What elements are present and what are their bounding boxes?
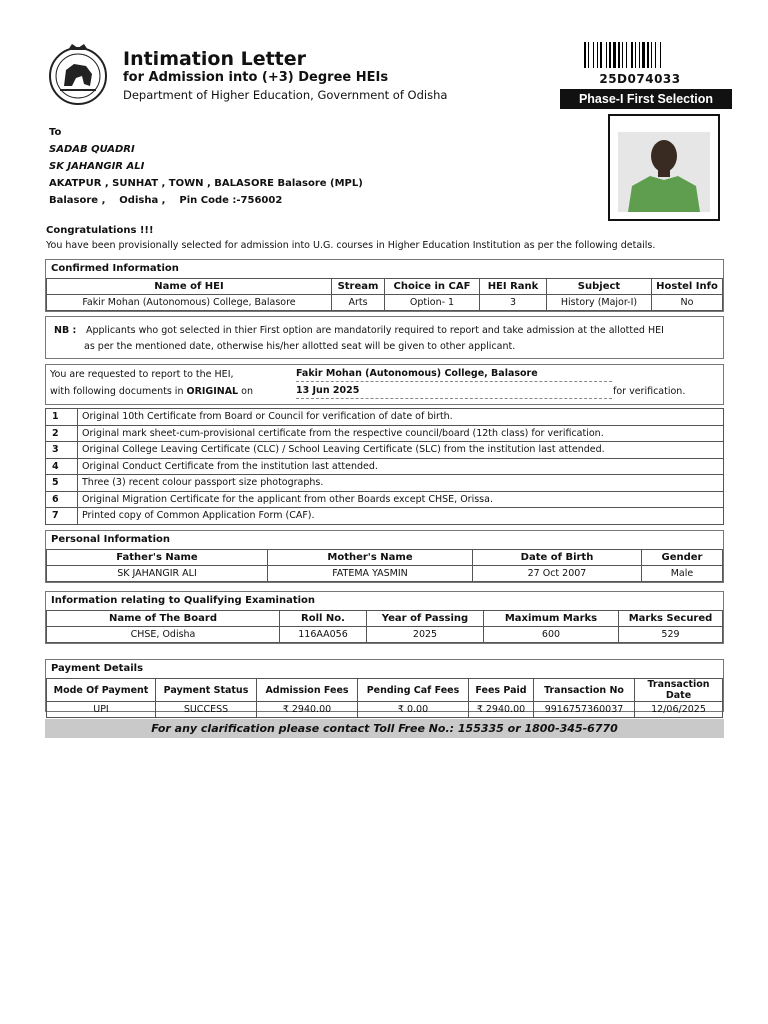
section-title: Confirmed Information bbox=[51, 263, 179, 274]
barcode-bar bbox=[660, 42, 661, 68]
report-line2-pre: with following documents in bbox=[50, 386, 184, 397]
barcode-bar bbox=[651, 42, 652, 68]
barcode-bar bbox=[600, 42, 602, 68]
barcode bbox=[584, 42, 696, 68]
table-header: Name of The Board bbox=[47, 611, 280, 627]
table-header: Roll No. bbox=[280, 611, 367, 627]
doc-text: Original 10th Certificate from Board or Council for verification of date of birth. bbox=[78, 409, 724, 426]
table-header: Stream bbox=[332, 279, 385, 295]
table-cell: 27 Oct 2007 bbox=[473, 566, 642, 582]
table-row bbox=[46, 442, 724, 459]
nb-line1: Applicants who got selected in thier First option are mandatorily required to report and take admission at the allotted HEI bbox=[86, 325, 664, 336]
table-cell: FATEMA YASMIN bbox=[268, 566, 473, 582]
table-header: Mode Of Payment bbox=[47, 679, 156, 702]
documents-table bbox=[45, 408, 724, 525]
table-row bbox=[47, 295, 723, 311]
table-row bbox=[46, 508, 724, 525]
barcode-bar bbox=[642, 42, 645, 68]
report-line2 bbox=[50, 386, 253, 397]
table-header: Transaction Date bbox=[635, 679, 723, 702]
table-cell: History (Major-I) bbox=[547, 295, 652, 311]
table-cell: SUCCESS bbox=[156, 702, 257, 718]
doc-number: 7 bbox=[46, 508, 78, 525]
doc-text: Original Migration Certificate for the applicant from other Boards except CHSE, Orissa. bbox=[78, 491, 724, 508]
barcode-bar bbox=[613, 42, 616, 68]
section-title: Information relating to Qualifying Examination bbox=[51, 595, 316, 606]
phase-badge: Phase-I First Selection bbox=[560, 89, 732, 109]
doc-number: 4 bbox=[46, 458, 78, 475]
payment-table bbox=[46, 678, 723, 718]
table-header: Hostel Info bbox=[652, 279, 723, 295]
doc-text: Printed copy of Common Application Form (CAF). bbox=[78, 508, 724, 525]
report-suffix: for verification. bbox=[613, 386, 686, 397]
nb-notice bbox=[45, 316, 724, 359]
doc-text: Original College Leaving Certificate (CLC) / School Leaving Certificate (SLC) from the institution last attended. bbox=[78, 442, 724, 459]
doc-number: 3 bbox=[46, 442, 78, 459]
applicant-photo bbox=[608, 114, 720, 221]
table-header: Transaction No bbox=[534, 679, 635, 702]
table-header: Subject bbox=[547, 279, 652, 295]
personal-information-section bbox=[45, 530, 724, 583]
doc-text: Three (3) recent colour passport size photographs. bbox=[78, 475, 724, 492]
report-instruction bbox=[45, 364, 724, 405]
payment-details-section bbox=[45, 659, 724, 715]
barcode-bar bbox=[609, 42, 611, 68]
doc-text: Original Conduct Certificate from the institution last attended. bbox=[78, 458, 724, 475]
barcode-bar bbox=[626, 42, 627, 68]
barcode-bar bbox=[622, 42, 623, 68]
table-cell: SK JAHANGIR ALI bbox=[47, 566, 268, 582]
applicant-photo-image bbox=[610, 116, 718, 219]
address-to: To bbox=[49, 127, 62, 138]
address-line1: AKATPUR , SUNHAT , TOWN , BALASORE Balasore (MPL) bbox=[49, 178, 363, 189]
section-title: Personal Information bbox=[51, 534, 170, 545]
barcode-bar bbox=[606, 42, 607, 68]
application-number: 25D074033 bbox=[599, 72, 681, 86]
table-cell: 12/06/2025 bbox=[635, 702, 723, 718]
barcode-bar bbox=[597, 42, 598, 68]
table-cell: ₹ 2940.00 bbox=[469, 702, 534, 718]
department-name: Department of Higher Education, Government of Odisha bbox=[123, 88, 448, 102]
table-cell: Fakir Mohan (Autonomous) College, Balasore bbox=[47, 295, 332, 311]
table-cell: 9916757360037 bbox=[534, 702, 635, 718]
table-header: Gender bbox=[642, 550, 723, 566]
report-hei: Fakir Mohan (Autonomous) College, Balasore bbox=[296, 368, 612, 382]
table-row bbox=[47, 627, 723, 643]
table-cell: CHSE, Odisha bbox=[47, 627, 280, 643]
nb-line1-row bbox=[54, 323, 715, 339]
table-header: Name of HEI bbox=[47, 279, 332, 295]
report-date: 13 Jun 2025 bbox=[296, 385, 612, 399]
table-row bbox=[46, 491, 724, 508]
table-row bbox=[47, 566, 723, 582]
report-line2-post: on bbox=[241, 386, 253, 397]
applicant-name: SADAB QUADRI bbox=[49, 144, 135, 155]
table-header: Father's Name bbox=[47, 550, 268, 566]
table-row bbox=[46, 425, 724, 442]
table-cell: 2025 bbox=[367, 627, 484, 643]
qualifying-exam-section bbox=[45, 591, 724, 644]
personal-table bbox=[46, 549, 723, 582]
barcode-bar bbox=[635, 42, 636, 68]
barcode-bar bbox=[588, 42, 589, 68]
table-header: HEI Rank bbox=[480, 279, 547, 295]
barcode-bar bbox=[639, 42, 640, 68]
odisha-emblem-icon bbox=[46, 40, 110, 106]
barcode-bar bbox=[618, 42, 620, 68]
doc-number: 2 bbox=[46, 425, 78, 442]
doc-text: Original mark sheet-cum-provisional certificate from the respective council/board (12th class) for verification. bbox=[78, 425, 724, 442]
table-row bbox=[46, 458, 724, 475]
confirmed-information-section bbox=[45, 259, 724, 312]
table-cell: No bbox=[652, 295, 723, 311]
table-header: Marks Secured bbox=[619, 611, 723, 627]
table-header: Date of Birth bbox=[473, 550, 642, 566]
table-cell: UPI bbox=[47, 702, 156, 718]
table-cell: 600 bbox=[484, 627, 619, 643]
page-subtitle: for Admission into (+3) Degree HEIs bbox=[123, 70, 389, 85]
barcode-bar bbox=[584, 42, 586, 68]
report-original: ORIGINAL bbox=[186, 386, 239, 397]
table-row bbox=[46, 475, 724, 492]
table-row bbox=[47, 702, 723, 718]
table-header: Payment Status bbox=[156, 679, 257, 702]
intro-text: You have been provisionally selected for admission into U.G. courses in Higher Education Institution as per the following details. bbox=[46, 240, 656, 251]
confirmed-table bbox=[46, 278, 723, 311]
table-header: Mother's Name bbox=[268, 550, 473, 566]
table-cell: ₹ 0.00 bbox=[358, 702, 469, 718]
qualifying-table bbox=[46, 610, 723, 643]
table-cell: Arts bbox=[332, 295, 385, 311]
table-header: Pending Caf Fees bbox=[358, 679, 469, 702]
congratulations: Congratulations !!! bbox=[46, 225, 154, 236]
table-header: Admission Fees bbox=[257, 679, 358, 702]
nb-line2: as per the mentioned date, otherwise his/her allotted seat will be given to other applicant. bbox=[84, 341, 516, 352]
section-title: Payment Details bbox=[51, 663, 144, 674]
table-row bbox=[46, 409, 724, 426]
doc-number: 6 bbox=[46, 491, 78, 508]
table-cell: 3 bbox=[480, 295, 547, 311]
page-title: Intimation Letter bbox=[123, 48, 307, 70]
barcode-bar bbox=[631, 42, 633, 68]
table-header: Choice in CAF bbox=[385, 279, 480, 295]
table-cell: Male bbox=[642, 566, 723, 582]
barcode-bar bbox=[647, 42, 649, 68]
guardian-name: SK JAHANGIR ALI bbox=[49, 161, 145, 172]
table-cell: Option- 1 bbox=[385, 295, 480, 311]
doc-number: 5 bbox=[46, 475, 78, 492]
barcode-bar bbox=[593, 42, 594, 68]
table-header: Maximum Marks bbox=[484, 611, 619, 627]
barcode-bar bbox=[655, 42, 656, 68]
table-cell: ₹ 2940.00 bbox=[257, 702, 358, 718]
doc-number: 1 bbox=[46, 409, 78, 426]
table-cell: 529 bbox=[619, 627, 723, 643]
table-header: Year of Passing bbox=[367, 611, 484, 627]
report-line1: You are requested to report to the HEI, bbox=[50, 369, 234, 380]
contact-banner: For any clarification please contact Toll Free No.: 155335 or 1800-345-6770 bbox=[45, 719, 724, 738]
address-line2: Balasore , Odisha , Pin Code :-756002 bbox=[49, 195, 283, 206]
nb-label: NB : bbox=[54, 325, 77, 336]
table-header: Fees Paid bbox=[469, 679, 534, 702]
table-cell: 116AA056 bbox=[280, 627, 367, 643]
